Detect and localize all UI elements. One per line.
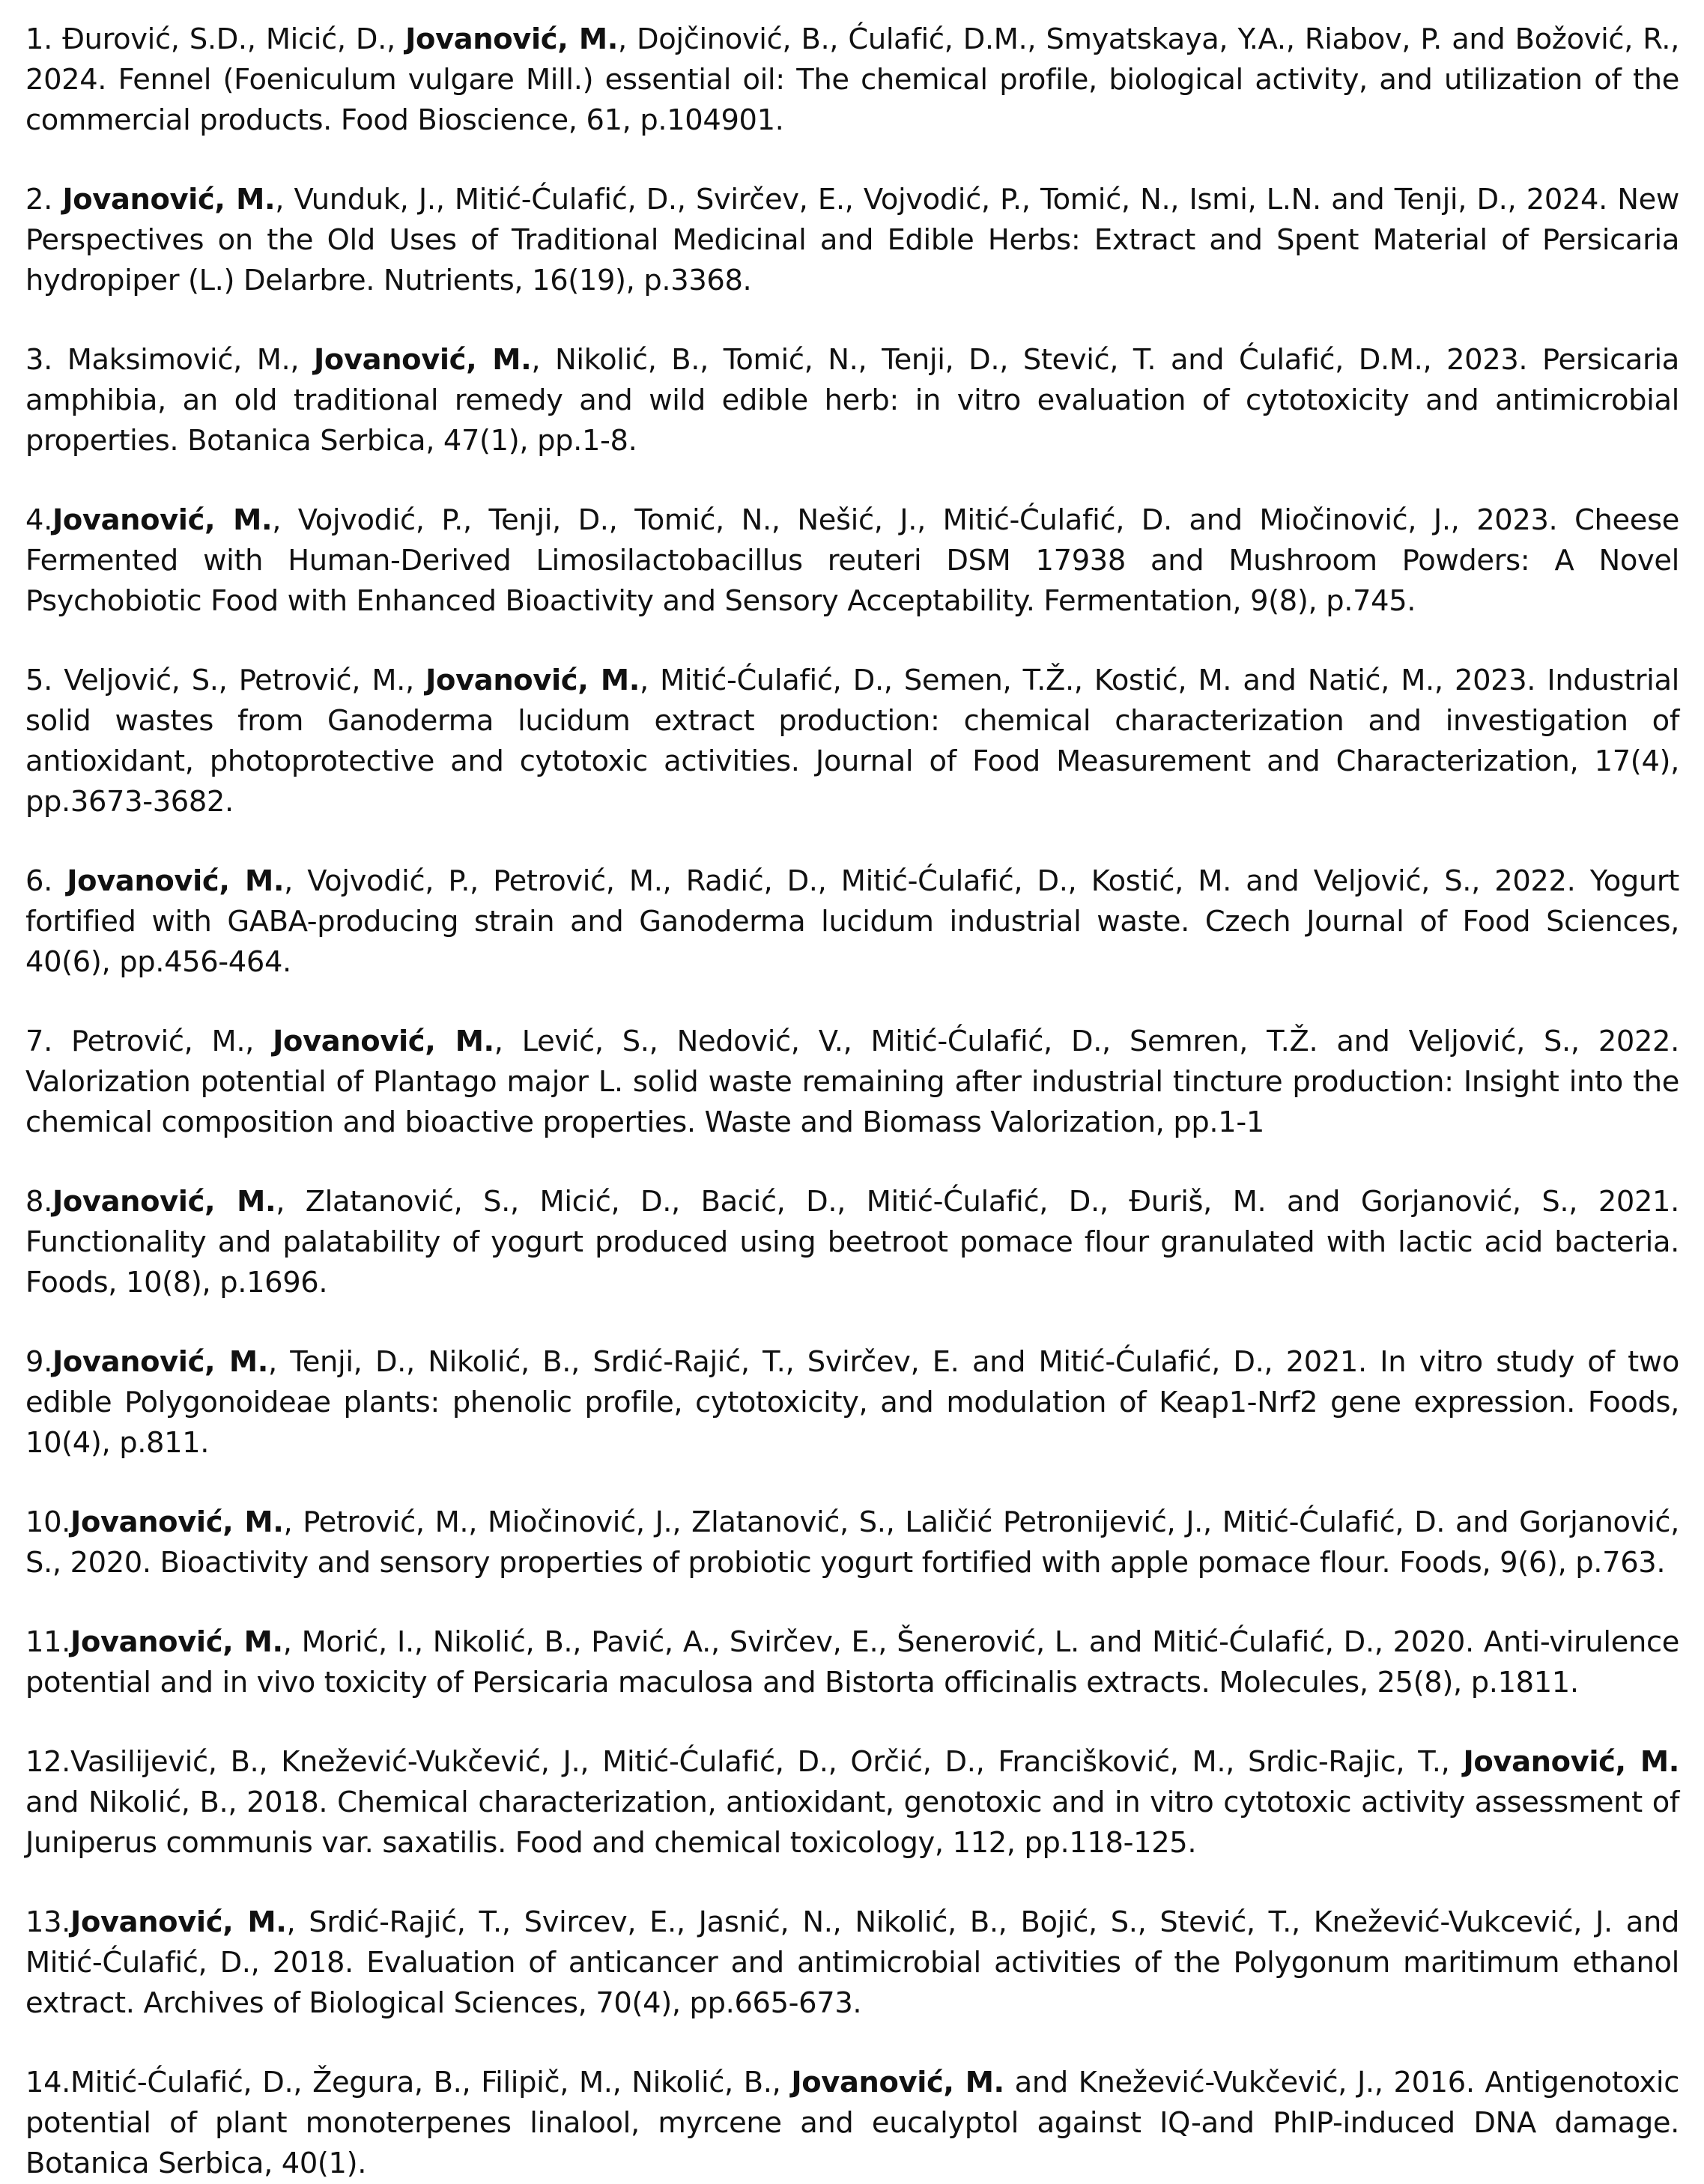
reference-details: , Srdić-Rajić, T., Svircev, E., Jasnić, N., Nikolić, B., Bojić, S., Stević, T., Knežević-Vukcević, J. and Mitić-Ćulafić, D., 2018. Evaluation of anticancer and antimicrobial activities of the Polygonum maritimum ethanol extract. Archives of Biological Sciences, 70(4), pp.665-673. <box>25 1905 1679 2020</box>
reference-number: 14. <box>25 2066 71 2099</box>
reference-item-12 <box>25 1742 1679 1863</box>
reference-authors-before: Maksimović, M., <box>67 343 314 377</box>
highlighted-author: Jovanović, M. <box>273 1025 494 1058</box>
reference-details: and Knežević-Vukčević, J., 2016. Antigenotoxic potential of plant monoterpenes linalool, myrcene and eucalyptol against IQ-and PhIP-induced DNA damage. Botanica Serbica, 40(1). <box>25 2066 1679 2180</box>
reference-item-8 <box>25 1182 1679 1303</box>
reference-authors-before: Petrović, M., <box>71 1025 273 1058</box>
reference-details: , Morić, I., Nikolić, B., Pavić, A., Svirčev, E., Šenerović, L. and Mitić-Ćulafić, D., 2020. Anti-virulence potential and in vivo toxicity of Persicaria maculosa and Bistorta officinalis extracts. Molecules, 25(8), p.1811. <box>25 1625 1679 1699</box>
reference-number: 2. <box>25 183 63 216</box>
reference-details: , Vojvodić, P., Tenji, D., Tomić, N., Nešić, J., Mitić-Ćulafić, D. and Miočinović, J., 2023. Cheese Fermented with Human-Derived Limosilactobacillus reuteri DSM 17938 and Mushroom Powders: A Novel Psychobiotic Food with Enhanced Bioactivity and Sensory Acceptability. Fermentation, 9(8), p.745. <box>25 503 1679 618</box>
highlighted-author: Jovanović, M. <box>1463 1745 1679 1779</box>
highlighted-author: Jovanović, M. <box>70 1625 283 1659</box>
reference-number: 11. <box>25 1625 71 1659</box>
highlighted-author: Jovanović, M. <box>52 1185 276 1219</box>
highlighted-author: Jovanović, M. <box>52 1345 268 1379</box>
reference-number: 9. <box>25 1345 52 1379</box>
reference-item-14 <box>25 2063 1679 2184</box>
reference-number: 5. <box>25 664 64 697</box>
reference-number: 13. <box>25 1905 71 1939</box>
reference-authors-before: Đurović, S.D., Micić, D., <box>62 22 406 56</box>
reference-number: 3. <box>25 343 67 377</box>
reference-item-11 <box>25 1622 1679 1703</box>
highlighted-author: Jovanović, M. <box>70 1905 287 1939</box>
reference-item-3 <box>25 340 1679 461</box>
reference-number: 10. <box>25 1505 71 1539</box>
reference-item-6 <box>25 861 1679 983</box>
highlighted-author: Jovanović, M. <box>405 22 618 56</box>
highlighted-author: Jovanović, M. <box>425 664 640 697</box>
reference-authors-before: Vasilijević, B., Knežević-Vukčević, J., Mitić-Ćulafić, D., Orčić, D., Francišković, M., Srdic-Rajic, T., <box>70 1745 1464 1779</box>
reference-item-10 <box>25 1502 1679 1583</box>
reference-details: , Vojvodić, P., Petrović, M., Radić, D., Mitić-Ćulafić, D., Kostić, M. and Veljović, S., 2022. Yogurt fortified with GABA-producing strain and Ganoderma lucidum industrial waste. Czech Journal of Food Sciences, 40(6), pp.456-464. <box>25 864 1679 979</box>
reference-details: , Dojčinović, B., Ćulafić, D.M., Smyatskaya, Y.A., Riabov, P. and Božović, R., 2024. Fennel (Foeniculum vulgare Mill.) essential oil: The chemical profile, biological activity, and utilization of the commercial products. Food Bioscience, 61, p.104901. <box>25 22 1679 137</box>
reference-item-13 <box>25 1902 1679 2024</box>
reference-authors-before: Veljović, S., Petrović, M., <box>64 664 426 697</box>
highlighted-author: Jovanović, M. <box>70 1505 284 1539</box>
reference-list <box>25 19 1679 2184</box>
reference-details: , Zlatanović, S., Micić, D., Bacić, D., Mitić-Ćulafić, D., Đuriš, M. and Gorjanović, S., 2021. Functionality and palatability of yogurt produced using beetroot pomace flour granulated with lactic acid bacteria. Foods, 10(8), p.1696. <box>25 1185 1679 1299</box>
reference-item-4 <box>25 500 1679 622</box>
reference-number: 4. <box>25 503 52 537</box>
reference-item-2 <box>25 180 1679 301</box>
reference-number: 8. <box>25 1185 52 1219</box>
reference-item-5 <box>25 661 1679 822</box>
reference-number: 12. <box>25 1745 71 1779</box>
reference-item-9 <box>25 1342 1679 1463</box>
reference-details: , Lević, S., Nedović, V., Mitić-Ćulafić, D., Semren, T.Ž. and Veljović, S., 2022. Valorization potential of Plantago major L. solid waste remaining after industrial tincture production: Insight into the chemical composition and bioactive properties. Waste and Biomass Valorization, pp.1-1 <box>25 1025 1679 1139</box>
highlighted-author: Jovanović, M. <box>67 864 285 898</box>
reference-item-1 <box>25 19 1679 141</box>
reference-details: , Petrović, M., Miočinović, J., Zlatanović, S., Laličić Petronijević, J., Mitić-Ćulafić, D. and Gorjanović, S., 2020. Bioactivity and sensory properties of probiotic yogurt fortified with apple pomace flour. Foods, 9(6), p.763. <box>25 1505 1679 1580</box>
reference-item-7 <box>25 1022 1679 1143</box>
highlighted-author: Jovanović, M. <box>314 343 532 377</box>
highlighted-author: Jovanović, M. <box>791 2066 1004 2099</box>
reference-details: and Nikolić, B., 2018. Chemical characterization, antioxidant, genotoxic and in vitro cytotoxic activity assessment of Juniperus communis var. saxatilis. Food and chemical toxicology, 112, pp.118-125. <box>25 1786 1679 1860</box>
reference-number: 1. <box>25 22 63 56</box>
reference-details: , Tenji, D., Nikolić, B., Srdić-Rajić, T., Svirčev, E. and Mitić-Ćulafić, D., 2021. In vitro study of two edible Polygonoideae plants: phenolic profile, cytotoxicity, and modulation of Keap1-Nrf2 gene expression. Foods, 10(4), p.811. <box>25 1345 1679 1460</box>
reference-authors-before: Mitić-Ćulafić, D., Žegura, B., Filipič, M., Nikolić, B., <box>70 2066 792 2099</box>
reference-number: 6. <box>25 864 67 898</box>
reference-number: 7. <box>25 1025 72 1058</box>
highlighted-author: Jovanović, M. <box>62 183 276 216</box>
reference-details: , Vunduk, J., Mitić-Ćulafić, D., Svirčev, E., Vojvodić, P., Tomić, N., Ismi, L.N. and Tenji, D., 2024. New Perspectives on the Old Uses of Traditional Medicinal and Edible Herbs: Extract and Spent Material of Persicaria hydropiper (L.) Delarbre. Nutrients, 16(19), p.3368. <box>25 183 1679 297</box>
reference-details: , Mitić-Ćulafić, D., Semen, T.Ž., Kostić, M. and Natić, M., 2023. Industrial solid wastes from Ganoderma lucidum extract production: chemical characterization and investigation of antioxidant, photoprotective and cytotoxic activities. Journal of Food Measurement and Characterization, 17(4), pp.3673-3682. <box>25 664 1679 819</box>
reference-details: , Nikolić, B., Tomić, N., Tenji, D., Stević, T. and Ćulafić, D.M., 2023. Persicaria amphibia, an old traditional remedy and wild edible herb: in vitro evaluation of cytotoxicity and antimicrobial properties. Botanica Serbica, 47(1), pp.1-8. <box>25 343 1679 458</box>
highlighted-author: Jovanović, M. <box>52 503 273 537</box>
